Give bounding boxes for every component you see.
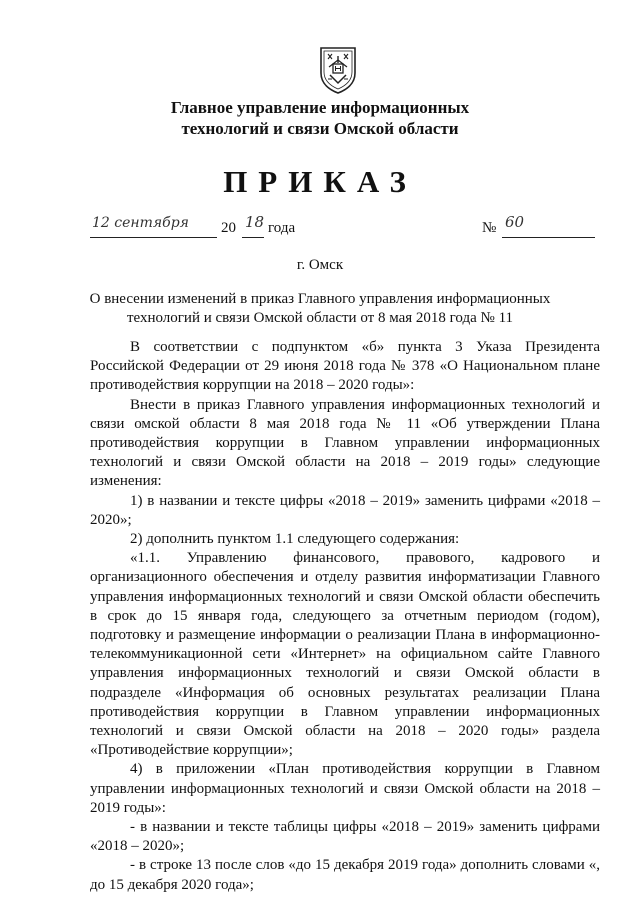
date-field: [90, 217, 217, 238]
year-word: года: [268, 220, 296, 236]
body-paragraph: 2) дополнить пунктом 1.1 следующего содержания:: [130, 531, 460, 548]
body-paragraph: - в названии и тексте таблицы цифры «2018 – 2019» заменить цифрами «2018 – 2020»;: [90, 819, 600, 855]
handwritten-year: 18: [245, 213, 265, 231]
date-number-line: [90, 213, 600, 241]
handwritten-date: 12 сентября: [92, 215, 189, 231]
year-prefix: 20: [221, 220, 236, 236]
organization-name-line1: Главное управление информационных: [170, 98, 470, 117]
order-body: [90, 338, 600, 895]
organization-name-line2: технологий и связи Омской области: [181, 119, 459, 138]
handwritten-number: 60: [505, 213, 525, 231]
year-field: [242, 213, 265, 238]
body-paragraph: 1) в названии и тексте цифры «2018 – 2019» заменить цифрами «2018 – 2020»;: [90, 492, 600, 528]
body-paragraph: «1.1. Управлению финансового, правового, кадрового и организационного обеспечения и отделу развития информатизации Главного управления информационных технологий и связи Омской области обеспечить в срок до 15 января года, следующего за отчетным периодом (годом), подготовку и размещение информации о реализации Плана в информационно-телекоммуникационной сети «Интернет» на официальном сайте Главного управления информационных технологий и связи Омской области в подразделе «Информация об основных результатах реализации Плана противодействия коррупции в Главном управлении информационных технологий и связи Омской области на 2018 – 2020 годы» раздела «Противодействие коррупции»;: [90, 550, 600, 759]
number-label: №: [482, 220, 497, 236]
order-subject: О внесении изменений в приказ Главного управления информационных технологий и связи Омской области от 8 мая 2018 года № 11: [89, 291, 551, 326]
document-title: ПРИКАЗ: [223, 164, 417, 199]
omsk-coat-of-arms-icon: [318, 45, 358, 95]
city-line: г. Омск: [296, 257, 344, 273]
body-paragraph: - в строке 13 после слов «до 15 декабря 2019 года» дополнить словами «, до 15 декабря 2020 года»;: [90, 857, 600, 893]
body-paragraph: В соответствии с подпунктом «б» пункта 3 Указа Президента Российской Федерации от 29 июня 2018 года № 378 «О Национальном плане противодействия коррупции на 2018 – 2020 годы»:: [90, 339, 600, 394]
number-field: [502, 213, 595, 238]
body-paragraph: Внести в приказ Главного управления информационных технологий и связи омской области 8 мая 2018 года № 11 «Об утверждении Плана противодействия коррупции в Главном управлении информационных технологий и связи Омской области на 2018 – 2019 годы» следующие изменения:: [90, 396, 600, 490]
body-paragraph: 4) в приложении «План противодействия коррупции в Главном управлении информационных технологий и связи Омской области на 2018 – 2019 годы»:: [90, 761, 600, 816]
